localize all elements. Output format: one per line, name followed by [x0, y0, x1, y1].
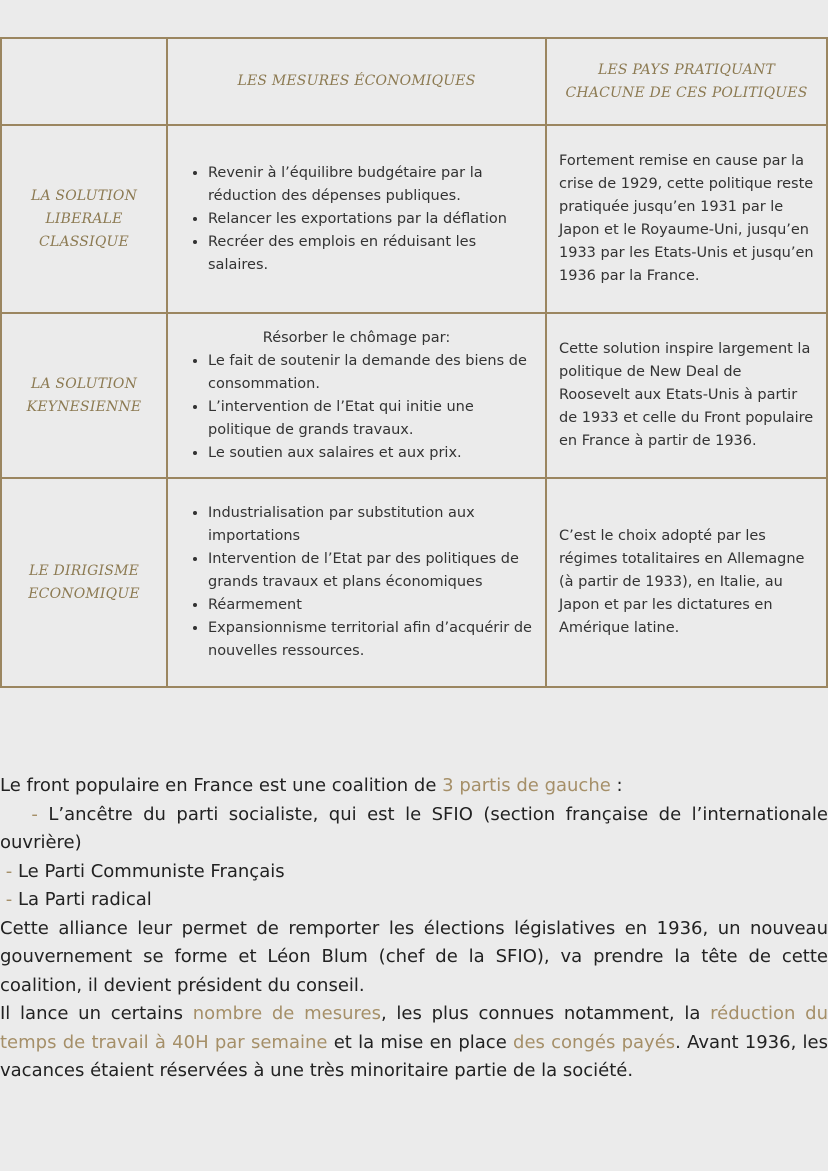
row-label: LE DIRIGISME ECONOMIQUE [1, 478, 167, 687]
economic-policies-table [0, 37, 828, 688]
measure-item: • Expansionnisme territorial afin d’acquérir de nouvelles ressources. [208, 617, 535, 663]
highlight: 3 partis de gauche [442, 775, 611, 796]
highlight: réduction du temps de travail à 40H par semaine [0, 1003, 828, 1053]
header-measures: LES MESURES ÉCONOMIQUES [167, 38, 546, 125]
highlight: des congés payés [513, 1031, 676, 1053]
table-header-row [1, 38, 827, 125]
countries-cell: Fortement remise en cause par la crise de 1929, cette politique reste pratiquée jusqu’en 1931 par le Japon et le Royaume-Uni, jusqu’en 1933 par les Etats-Unis et jusqu’en 1936 par la France. [546, 125, 827, 313]
measure-item: • L’intervention de l’Etat qui initie une politique de grands travaux. [208, 396, 535, 442]
dash-bullet: - [5, 860, 13, 882]
countries-cell: C’est le choix adopté par les régimes totalitaires en Allemagne (à partir de 1933), en Italie, au Japon et par les dictatures en Amérique latine. [546, 478, 827, 687]
measure-item: • Le fait de soutenir la demande des biens de consommation. [208, 350, 535, 396]
party-item: - Le Parti Communiste Français [5, 860, 285, 882]
table-row [1, 478, 827, 687]
measure-item: • Industrialisation par substitution aux importations [208, 502, 535, 548]
table-row [1, 125, 827, 313]
paragraph-intro: Le front populaire en France est une coalition de 3 partis de gauche : [0, 775, 623, 796]
measures-intro: Résorber le chômage par: [262, 329, 451, 346]
header-countries: LES PAYS PRATIQUANT CHACUNE DE CES POLITIQUES [546, 38, 827, 125]
measure-item: • Réarmement [208, 594, 535, 617]
measures-cell [167, 313, 546, 478]
row-label: LA SOLUTION KEYNESIENNE [1, 313, 167, 478]
highlight: nombre de mesures [192, 1003, 381, 1024]
paragraph-measures: Il lance un certains nombre de mesures, les plus connues notamment, la réduction du temps de travail à 40H par semaine et la mise en place des congés payés. Avant 1936, les vacances étaient réservées à une très minoritaire partie de la société. [0, 1003, 828, 1081]
party-item: - La Parti radical [5, 889, 152, 910]
measure-item: • Recréer des emplois en réduisant les salaires. [208, 231, 535, 277]
measure-item: • Le soutien aux salaires et aux prix. [208, 442, 535, 465]
row-label: LA SOLUTION LIBERALE CLASSIQUE [1, 125, 167, 313]
measure-item: • Relancer les exportations par la déflation [208, 208, 535, 231]
party-item: - L’ancêtre du parti socialiste, qui est le SFIO (section française de l’internationale ouvrière) [0, 803, 828, 853]
measure-item: • Intervention de l’Etat par des politiques de grands travaux et plans économiques [208, 548, 535, 594]
header-empty [1, 38, 167, 125]
dash-bullet: - [5, 889, 13, 910]
countries-cell: Cette solution inspire largement la politique de New Deal de Roosevelt aux Etats-Unis à partir de 1933 et celle du Front populaire en France à partir de 1936. [546, 313, 827, 478]
measures-cell [167, 478, 546, 687]
paragraph-election: Cette alliance leur permet de remporter les élections législatives en 1936, un nouveau gouvernement se forme et Léon Blum (chef de la SFIO), va prendre la tête de cette coalition, il devient président du conseil. [0, 917, 828, 996]
table-row [1, 313, 827, 478]
measure-item: • Revenir à l’équilibre budgétaire par la réduction des dépenses publiques. [208, 162, 535, 208]
front-populaire-text [0, 772, 828, 1086]
dash-bullet: - [31, 803, 38, 825]
measures-cell [167, 125, 546, 313]
